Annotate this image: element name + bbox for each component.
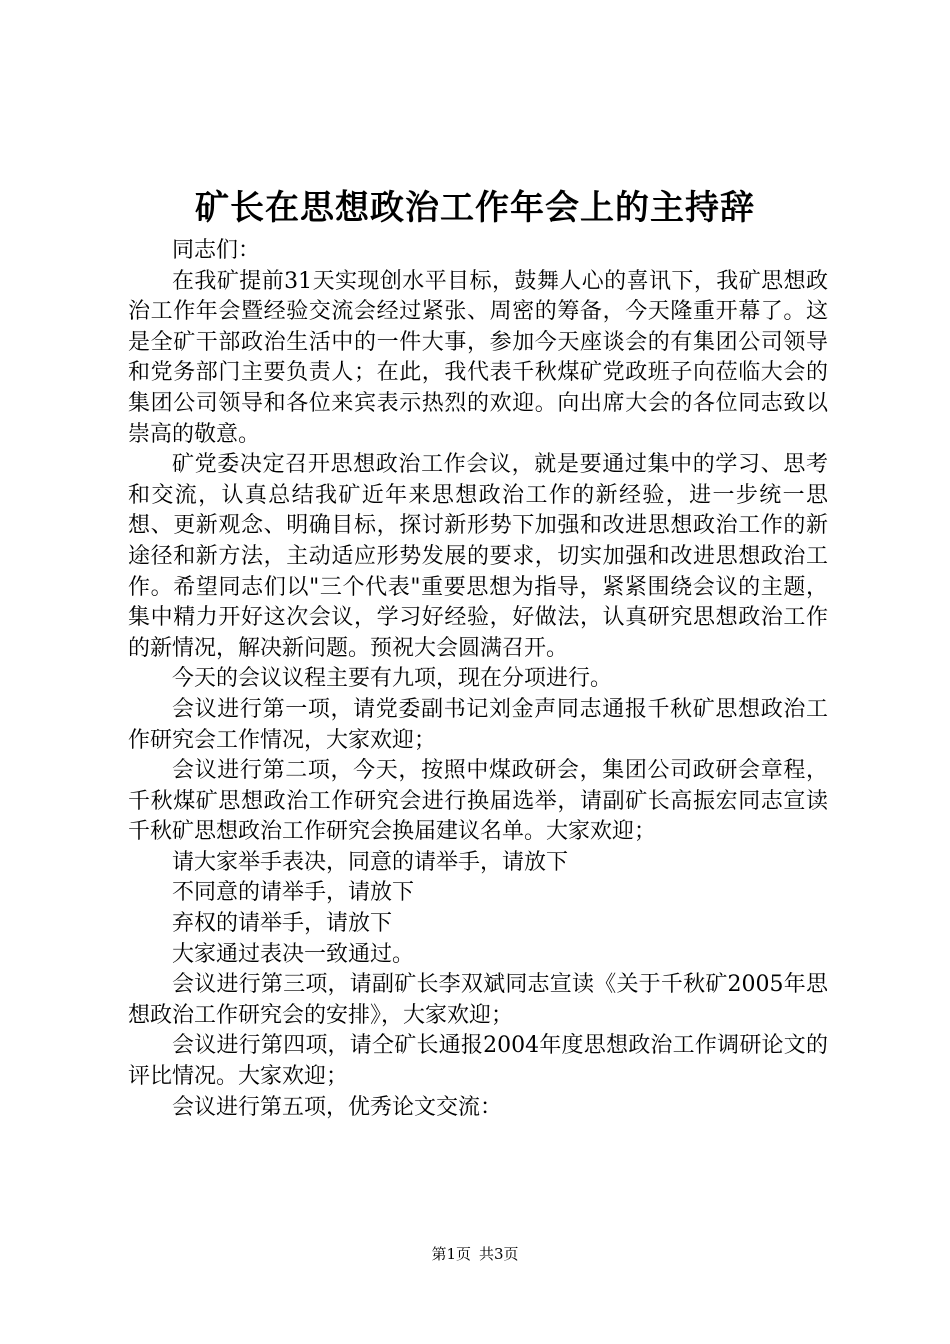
page-total: 共3页: [479, 1245, 519, 1263]
document-body: [128, 236, 828, 1123]
paragraph: 弃权的请举手，请放下: [172, 911, 393, 937]
paragraph: 矿党委决定召开思想政治工作会议，就是要通过集中的学习、思考和交流，认真总结我矿近年来思想政治工作的新经验，进一步统一思想、更新观念、明确目标，探讨新形势下加强和改进思想政治工作的新途径和新方法，主动适应形势发展的要求，切实加强和改进思想政治工作。希望同志们以"三个代表"重要思想为指导，紧紧围绕会议的主题，集中精力开好这次会议，学习好经验，好做法，认真研究思想政治工作的新情况，解决新问题。预祝大会圆满召开。: [128, 452, 828, 661]
paragraph: 会议进行第二项，今天，按照中煤政研会，集团公司政研会章程，千秋煤矿思想政治工作研究会进行换届选举，请副矿长高振宏同志宣读千秋矿思想政治工作研究会换届建议名单。大家欢迎；: [128, 758, 828, 845]
paragraph: 在我矿提前31天实现创水平目标，鼓舞人心的喜讯下，我矿思想政治工作年会暨经验交流会经过紧张、周密的筹备，今天隆重开幕了。这是全矿干部政治生活中的一件大事，参加今天座谈会的有集团公司领导和党务部门主要负责人；在此，我代表千秋煤矿党政班子向莅临大会的集团公司领导和各位来宾表示热烈的欢迎。向出席大会的各位同志致以崇高的敬意。: [128, 268, 828, 447]
page-footer: [0, 1244, 950, 1264]
paragraph: 今天的会议议程主要有九项，现在分项进行。: [172, 666, 613, 692]
paragraph: 大家通过表决一致通过。: [172, 941, 415, 967]
paragraph: 会议进行第三项，请副矿长李双斌同志宣读《关于千秋矿2005年思想政治工作研究会的安排》，大家欢迎；: [128, 972, 828, 1028]
paragraph: 会议进行第一项，请党委副书记刘金声同志通报千秋矿思想政治工作研究会工作情况，大家欢迎；: [128, 696, 828, 753]
paragraph: 会议进行第四项，请仝矿长通报2004年度思想政治工作调研论文的评比情况。大家欢迎；: [128, 1033, 828, 1090]
paragraph: 同志们：: [172, 238, 261, 263]
paragraph: 不同意的请举手，请放下: [172, 880, 415, 906]
page-number: 第1页: [431, 1245, 471, 1263]
document-title: 矿长在思想政治工作年会上的主持辞: [195, 188, 755, 228]
paragraph: 请大家举手表决，同意的请举手，请放下: [172, 849, 569, 875]
paragraph: 会议进行第五项，优秀论文交流：: [172, 1094, 503, 1120]
